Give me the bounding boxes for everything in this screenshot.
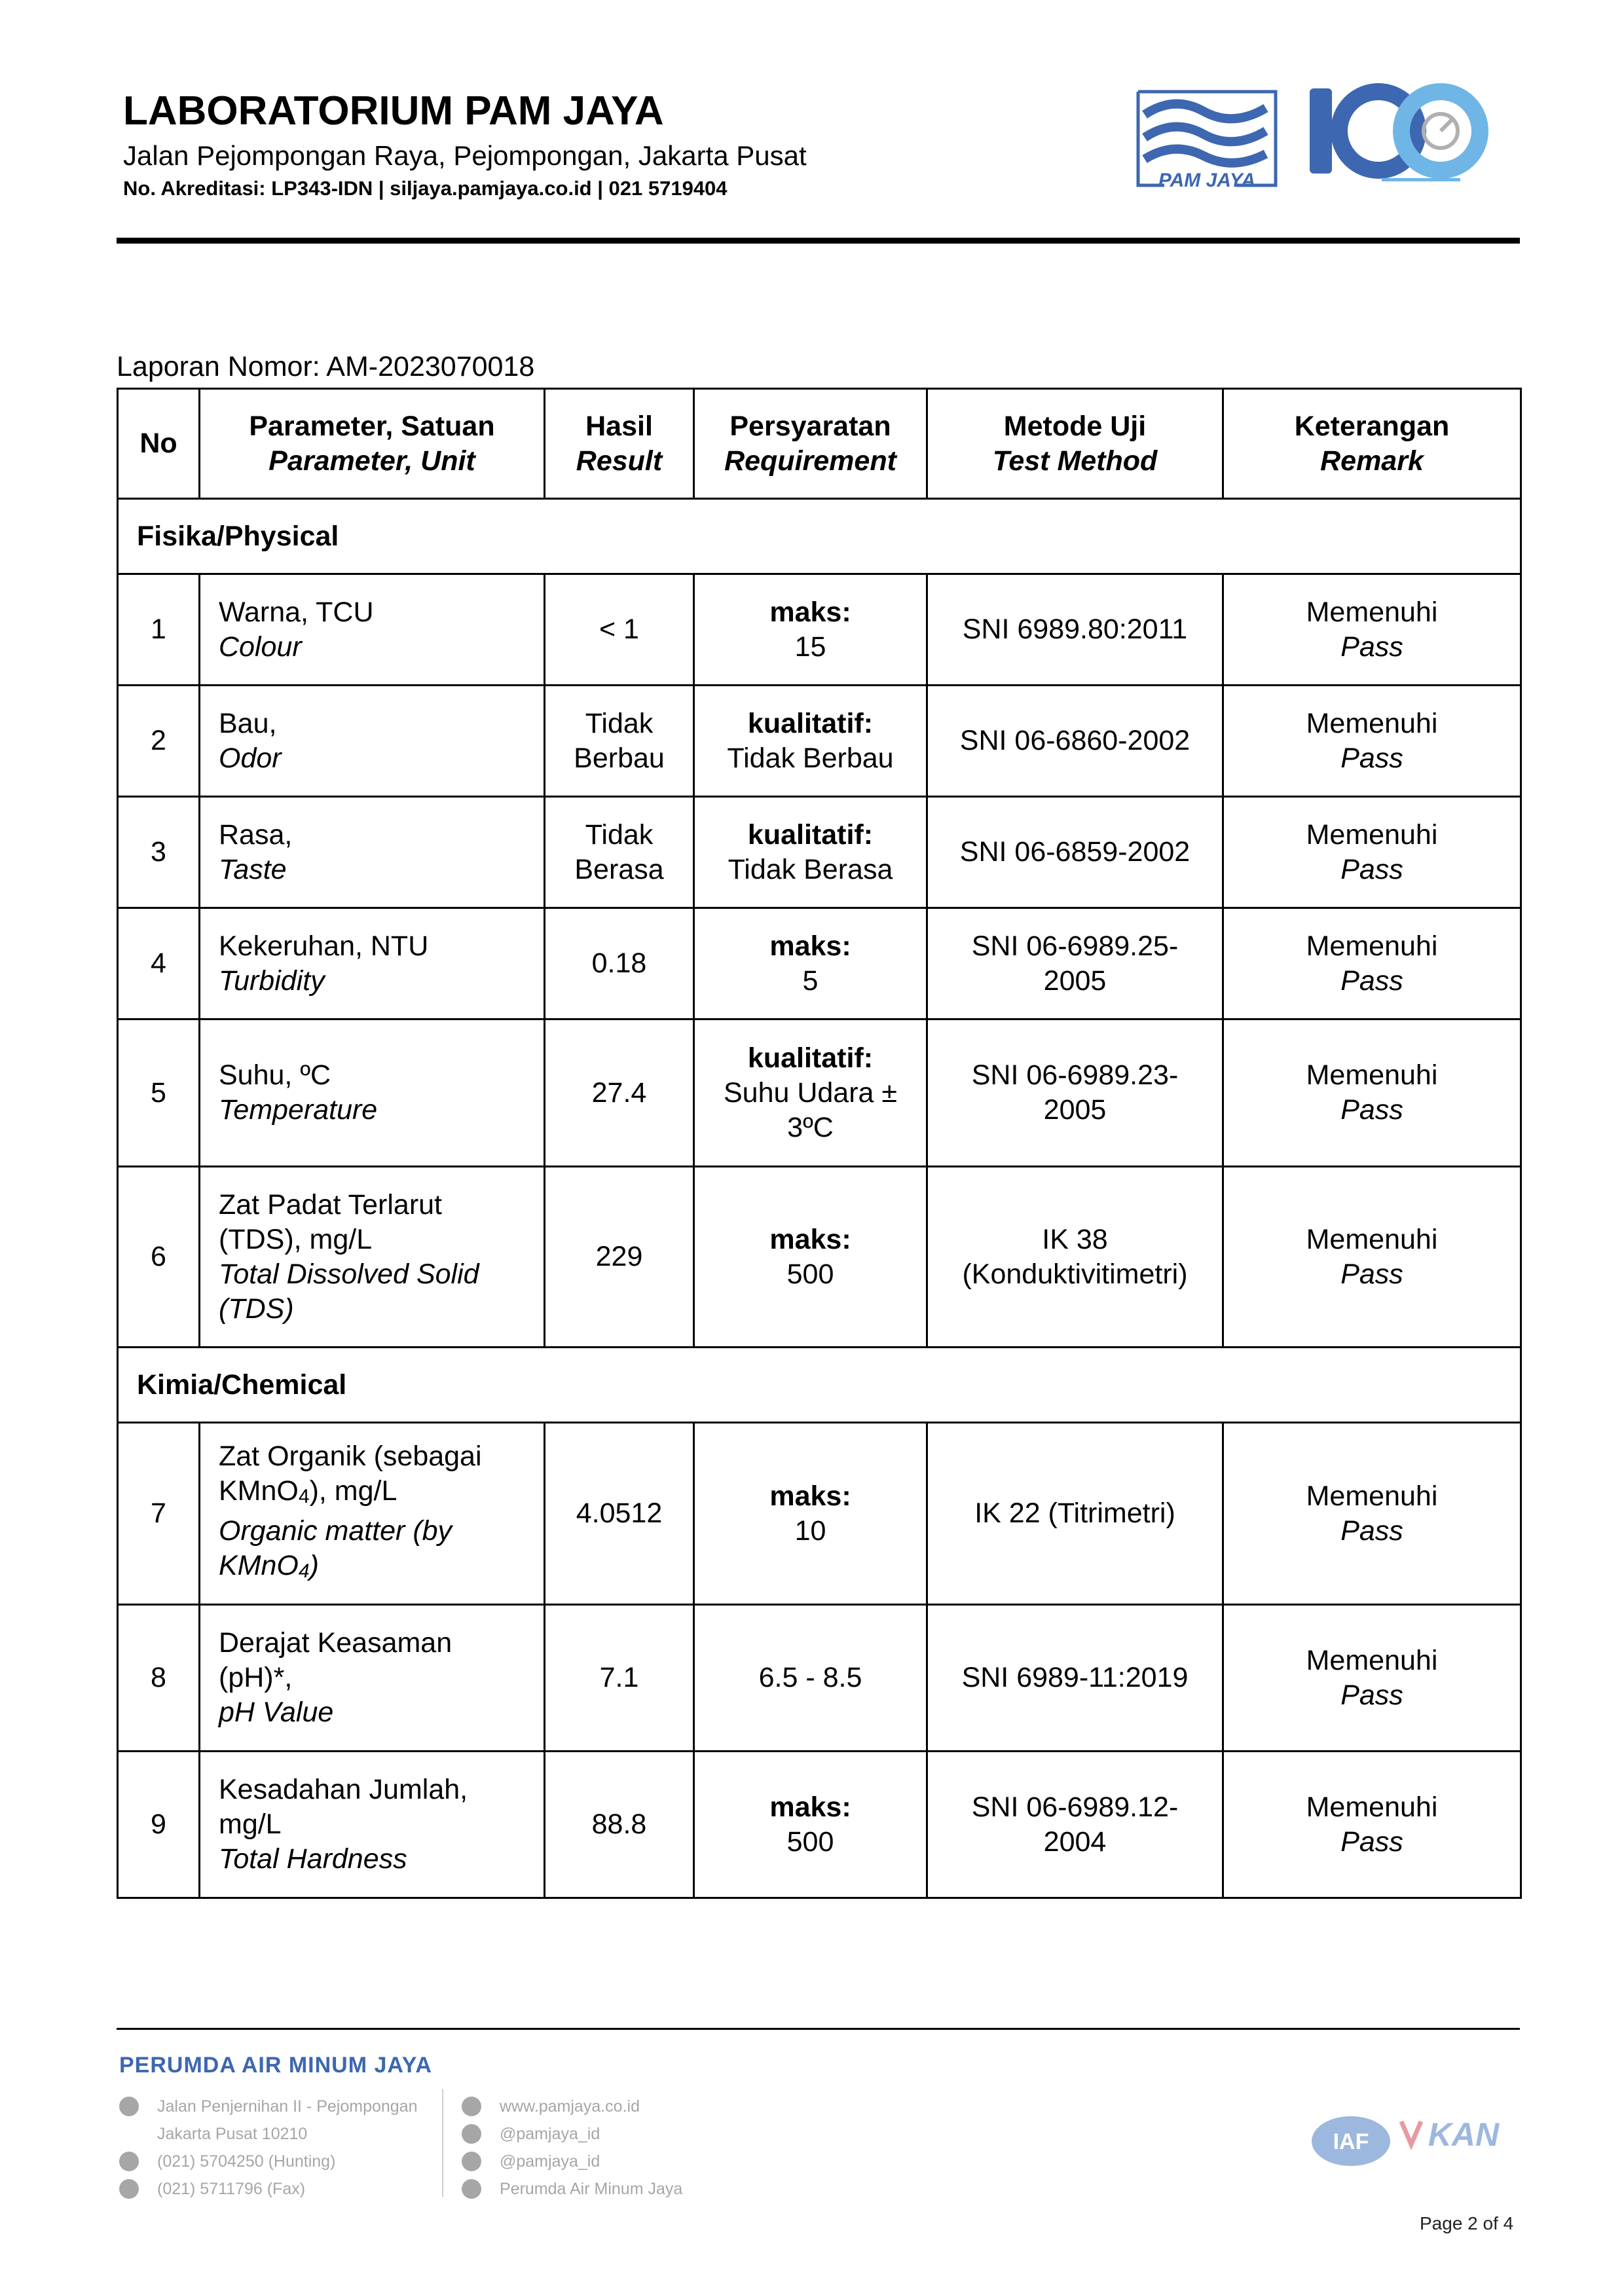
header-divider xyxy=(117,238,1520,244)
table-row: 5 Suhu, ºC Temperature 27.4 kualitatif: Suhu Udara ± 3ºC SNI 06-6989.23-2005 Memenuhi Pass xyxy=(118,1019,1521,1167)
header-result: Hasil Result xyxy=(545,389,694,499)
table-row: 1 Warna, TCU Colour < 1 maks: 15 SNI 6989.80:2011 Memenuhi Pass xyxy=(118,574,1521,686)
header-parameter: Parameter, Satuan Parameter, Unit xyxy=(200,389,545,499)
table-row: 9 Kesadahan Jumlah, mg/L Total Hardness 88.8 maks: 500 SNI 06-6989.12-2004 Memenuhi Pass xyxy=(118,1752,1521,1898)
footer-column-divider xyxy=(442,2089,443,2197)
page-number: Page 2 of 4 xyxy=(1420,2213,1514,2233)
phone-icon xyxy=(119,2152,139,2171)
table-row: 4 Kekeruhan, NTU Turbidity 0.18 maks: 5 SNI 06-6989.25-2005 Memenuhi Pass xyxy=(118,908,1521,1019)
svg-text:KAN: KAN xyxy=(1428,2116,1500,2153)
fax-icon xyxy=(119,2179,139,2199)
website-link[interactable]: www.pamjaya.co.id xyxy=(500,2097,640,2116)
section-chemical: Kimia/Chemical xyxy=(118,1348,1521,1423)
table-row: 8 Derajat Keasaman (pH)*, pH Value 7.1 6.5 - 8.5 SNI 6989-11:2019 Memenuhi Pass xyxy=(118,1605,1521,1752)
globe-icon xyxy=(462,2097,481,2116)
footer-org-name: PERUMDA AIR MINUM JAYA xyxy=(119,2053,432,2078)
table-row: 2 Bau, Odor Tidak Berbau kualitatif: Tidak Berbau SNI 06-6860-2002 Memenuhi Pass xyxy=(118,686,1521,797)
header-requirement: Persyaratan Requirement xyxy=(694,389,927,499)
footer-divider xyxy=(117,2028,1520,2030)
footer-social-links xyxy=(462,2093,682,2203)
section-physical: Fisika/Physical xyxy=(118,499,1521,574)
header-remark: Keterangan Remark xyxy=(1223,389,1521,499)
lab-accreditation: No. Akreditasi: LP343-IDN | siljaya.pamjaya.co.id | 021 5719404 xyxy=(123,177,728,200)
lab-title: LABORATORIUM PAM JAYA xyxy=(123,88,664,134)
twitter-icon xyxy=(462,2124,481,2144)
kan-logo xyxy=(1398,2112,1509,2171)
facebook-link[interactable]: Perumda Air Minum Jaya xyxy=(500,2180,683,2198)
results-table xyxy=(117,388,1522,1899)
facebook-icon xyxy=(462,2179,481,2199)
footer-contact-info: Jalan Penjernihan II - Pejompongan Jakarta Pusat 10210 (021) 5704250 (Hunting) (021) 5711796 (Fax) xyxy=(119,2093,418,2203)
table-header-row xyxy=(118,389,1521,499)
building-icon xyxy=(119,2097,139,2116)
instagram-link[interactable]: @pamjaya_id xyxy=(500,2152,600,2171)
header-no: No xyxy=(118,389,200,499)
iaf-logo xyxy=(1308,2112,1393,2171)
table-row: 7 Zat Organik (sebagai KMnO4), mg/L Organic matter (by KMnO4) 4.0512 maks: 10 IK 22 (Titrimetri) Memenuhi Pass xyxy=(118,1423,1521,1605)
svg-text:IAF: IAF xyxy=(1333,2129,1369,2154)
lab-address: Jalan Pejompongan Raya, Pejompongan, Jakarta Pusat xyxy=(123,140,807,171)
header-method: Metode Uji Test Method xyxy=(927,389,1223,499)
anniversary-100-logo xyxy=(1303,79,1500,196)
instagram-icon xyxy=(462,2152,481,2171)
table-row: 3 Rasa, Taste Tidak Berasa kualitatif: Tidak Berasa SNI 06-6859-2002 Memenuhi Pass xyxy=(118,797,1521,908)
report-number: Laporan Nomor: AM-2023070018 xyxy=(117,351,535,382)
table-row: 6 Zat Padat Terlarut (TDS), mg/L Total Dissolved Solid (TDS) 229 maks: 500 IK 38 (Konduktivitimetri) Memenuhi Pass xyxy=(118,1167,1521,1348)
pam-jaya-logo xyxy=(1125,82,1289,193)
logo-text: PAM JAYA xyxy=(1158,170,1256,191)
twitter-link[interactable]: @pamjaya_id xyxy=(500,2125,600,2143)
